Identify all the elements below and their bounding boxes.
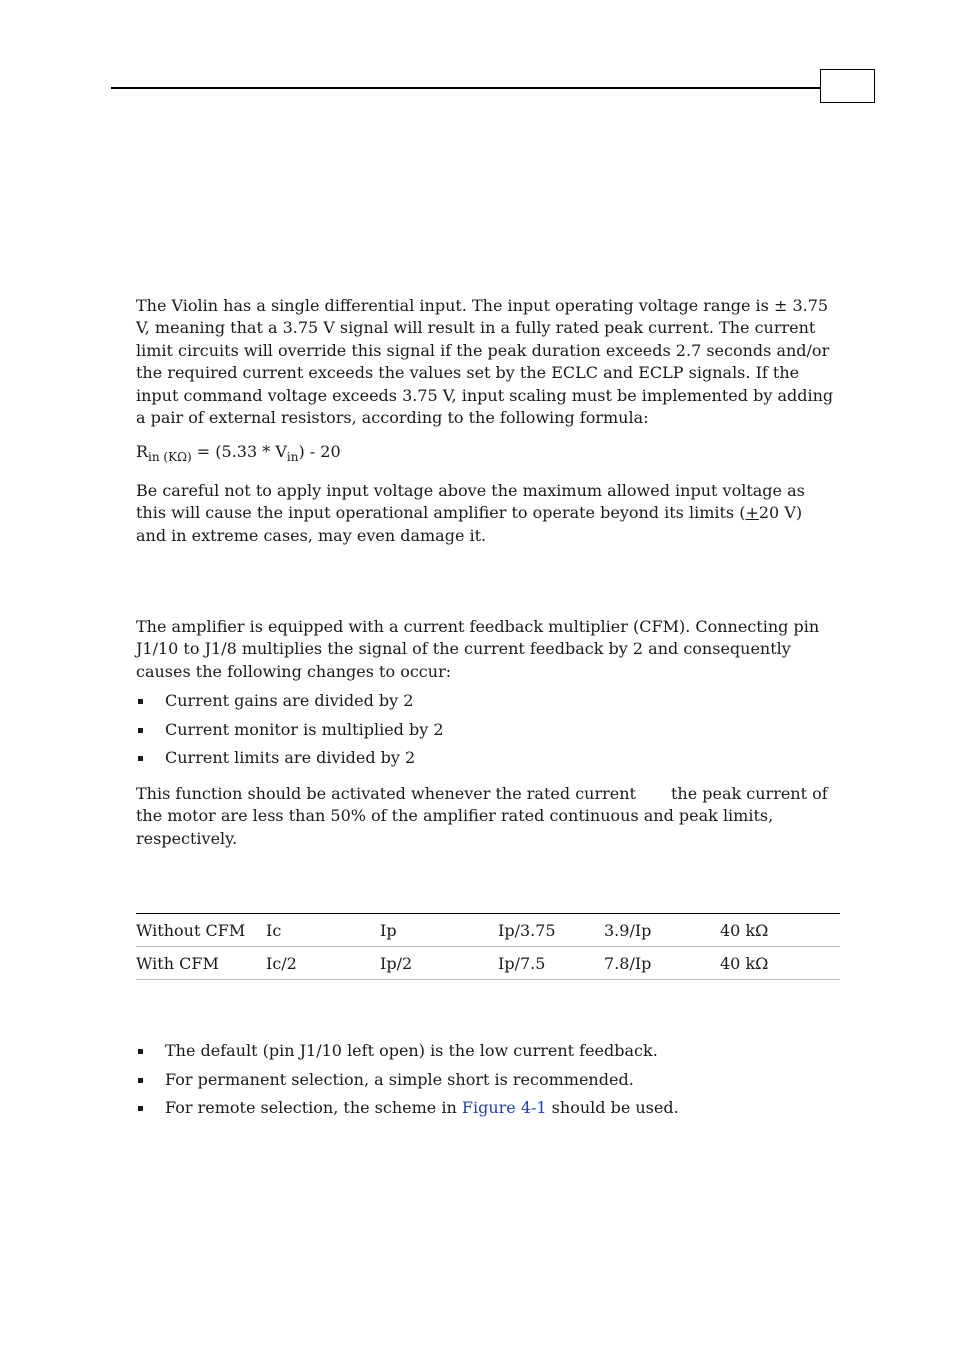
table-cell: Ip [380,914,498,947]
formula-r-subscript: in (KΩ) [148,450,192,464]
formula-mid: = (5.33 * V [191,442,287,461]
warning-text-before: Be careful not to apply input voltage above the maximum allowed input voltage as this will cause the input operational amplifier to operate beyond its limits ( [136,481,805,523]
cfm-notes-list [136,1040,836,1119]
input-section [136,295,836,429]
table-cell: Without CFM [136,914,266,947]
cfm-table [136,913,840,980]
page-number-box [820,69,875,103]
table-cell: Ip/7.5 [498,947,604,980]
table-cell: Ip/3.75 [498,914,604,947]
warning-plus: + [745,503,759,523]
warning-text-after: 20 V) and in extreme cases, may even damage it. [136,503,803,545]
list-item [136,1097,836,1119]
input-paragraph: The Violin has a single differential input. The input operating voltage range is ± 3.75 V, meaning that a 3.75 V signal will result in a fully rated peak current. The current limit circuits will override this signal if the peak duration exceeds 2.7 seconds and/or the required current exceeds the values set by the ECLC and ECLP signals. If the input command voltage exceeds 3.75 V, input scaling must be implemented by adding a pair of external resistors, according to the following formula: [136,296,834,428]
cfm-changes-list [136,690,836,769]
formula-r: R [136,442,149,461]
table-row [136,914,840,947]
table-row [136,947,840,980]
formula-end: ) - 20 [298,442,341,461]
list-item: Current monitor is multiplied by 2 [136,719,836,741]
cfm-intro-paragraph: The amplifier is equipped with a current feedback multiplier (CFM). Connecting pin J1/10 to J1/8 multiplies the signal of the current feedback by 2 and consequently causes the following changes to occur: [136,617,820,681]
cfm-table-container [136,913,836,980]
table-cell: 40 kΩ [720,914,840,947]
input-formula [136,441,836,463]
formula-v-subscript: in [286,450,299,464]
list-item: Current gains are divided by 2 [136,690,836,712]
input-warning [136,480,836,547]
cfm-intro [136,616,836,683]
table-cell: Ic/2 [266,947,380,980]
table-cell: Ic [266,914,380,947]
table-cell: 7.8/Ip [604,947,720,980]
list-item: The default (pin J1/10 left open) is the low current feedback. [136,1040,836,1062]
table-cell: 40 kΩ [720,947,840,980]
note-text-after: should be used. [546,1098,679,1117]
activation-text-after: the peak current of the motor are less than 50% of the amplifier rated continuous and peak limits, respectively. [136,784,828,848]
list-item: For permanent selection, a simple short is recommended. [136,1069,836,1091]
cfm-activation [136,783,846,850]
figure-4-1-link[interactable]: Figure 4-1 [461,1098,547,1117]
activation-text-before: This function should be activated whenever the rated current [136,784,636,803]
note-text-before: For remote selection, the scheme in [165,1098,462,1117]
list-item: Current limits are divided by 2 [136,747,836,769]
table-cell: 3.9/Ip [604,914,720,947]
table-cell: Ip/2 [380,947,498,980]
table-cell: With CFM [136,947,266,980]
header-rule [111,87,821,89]
